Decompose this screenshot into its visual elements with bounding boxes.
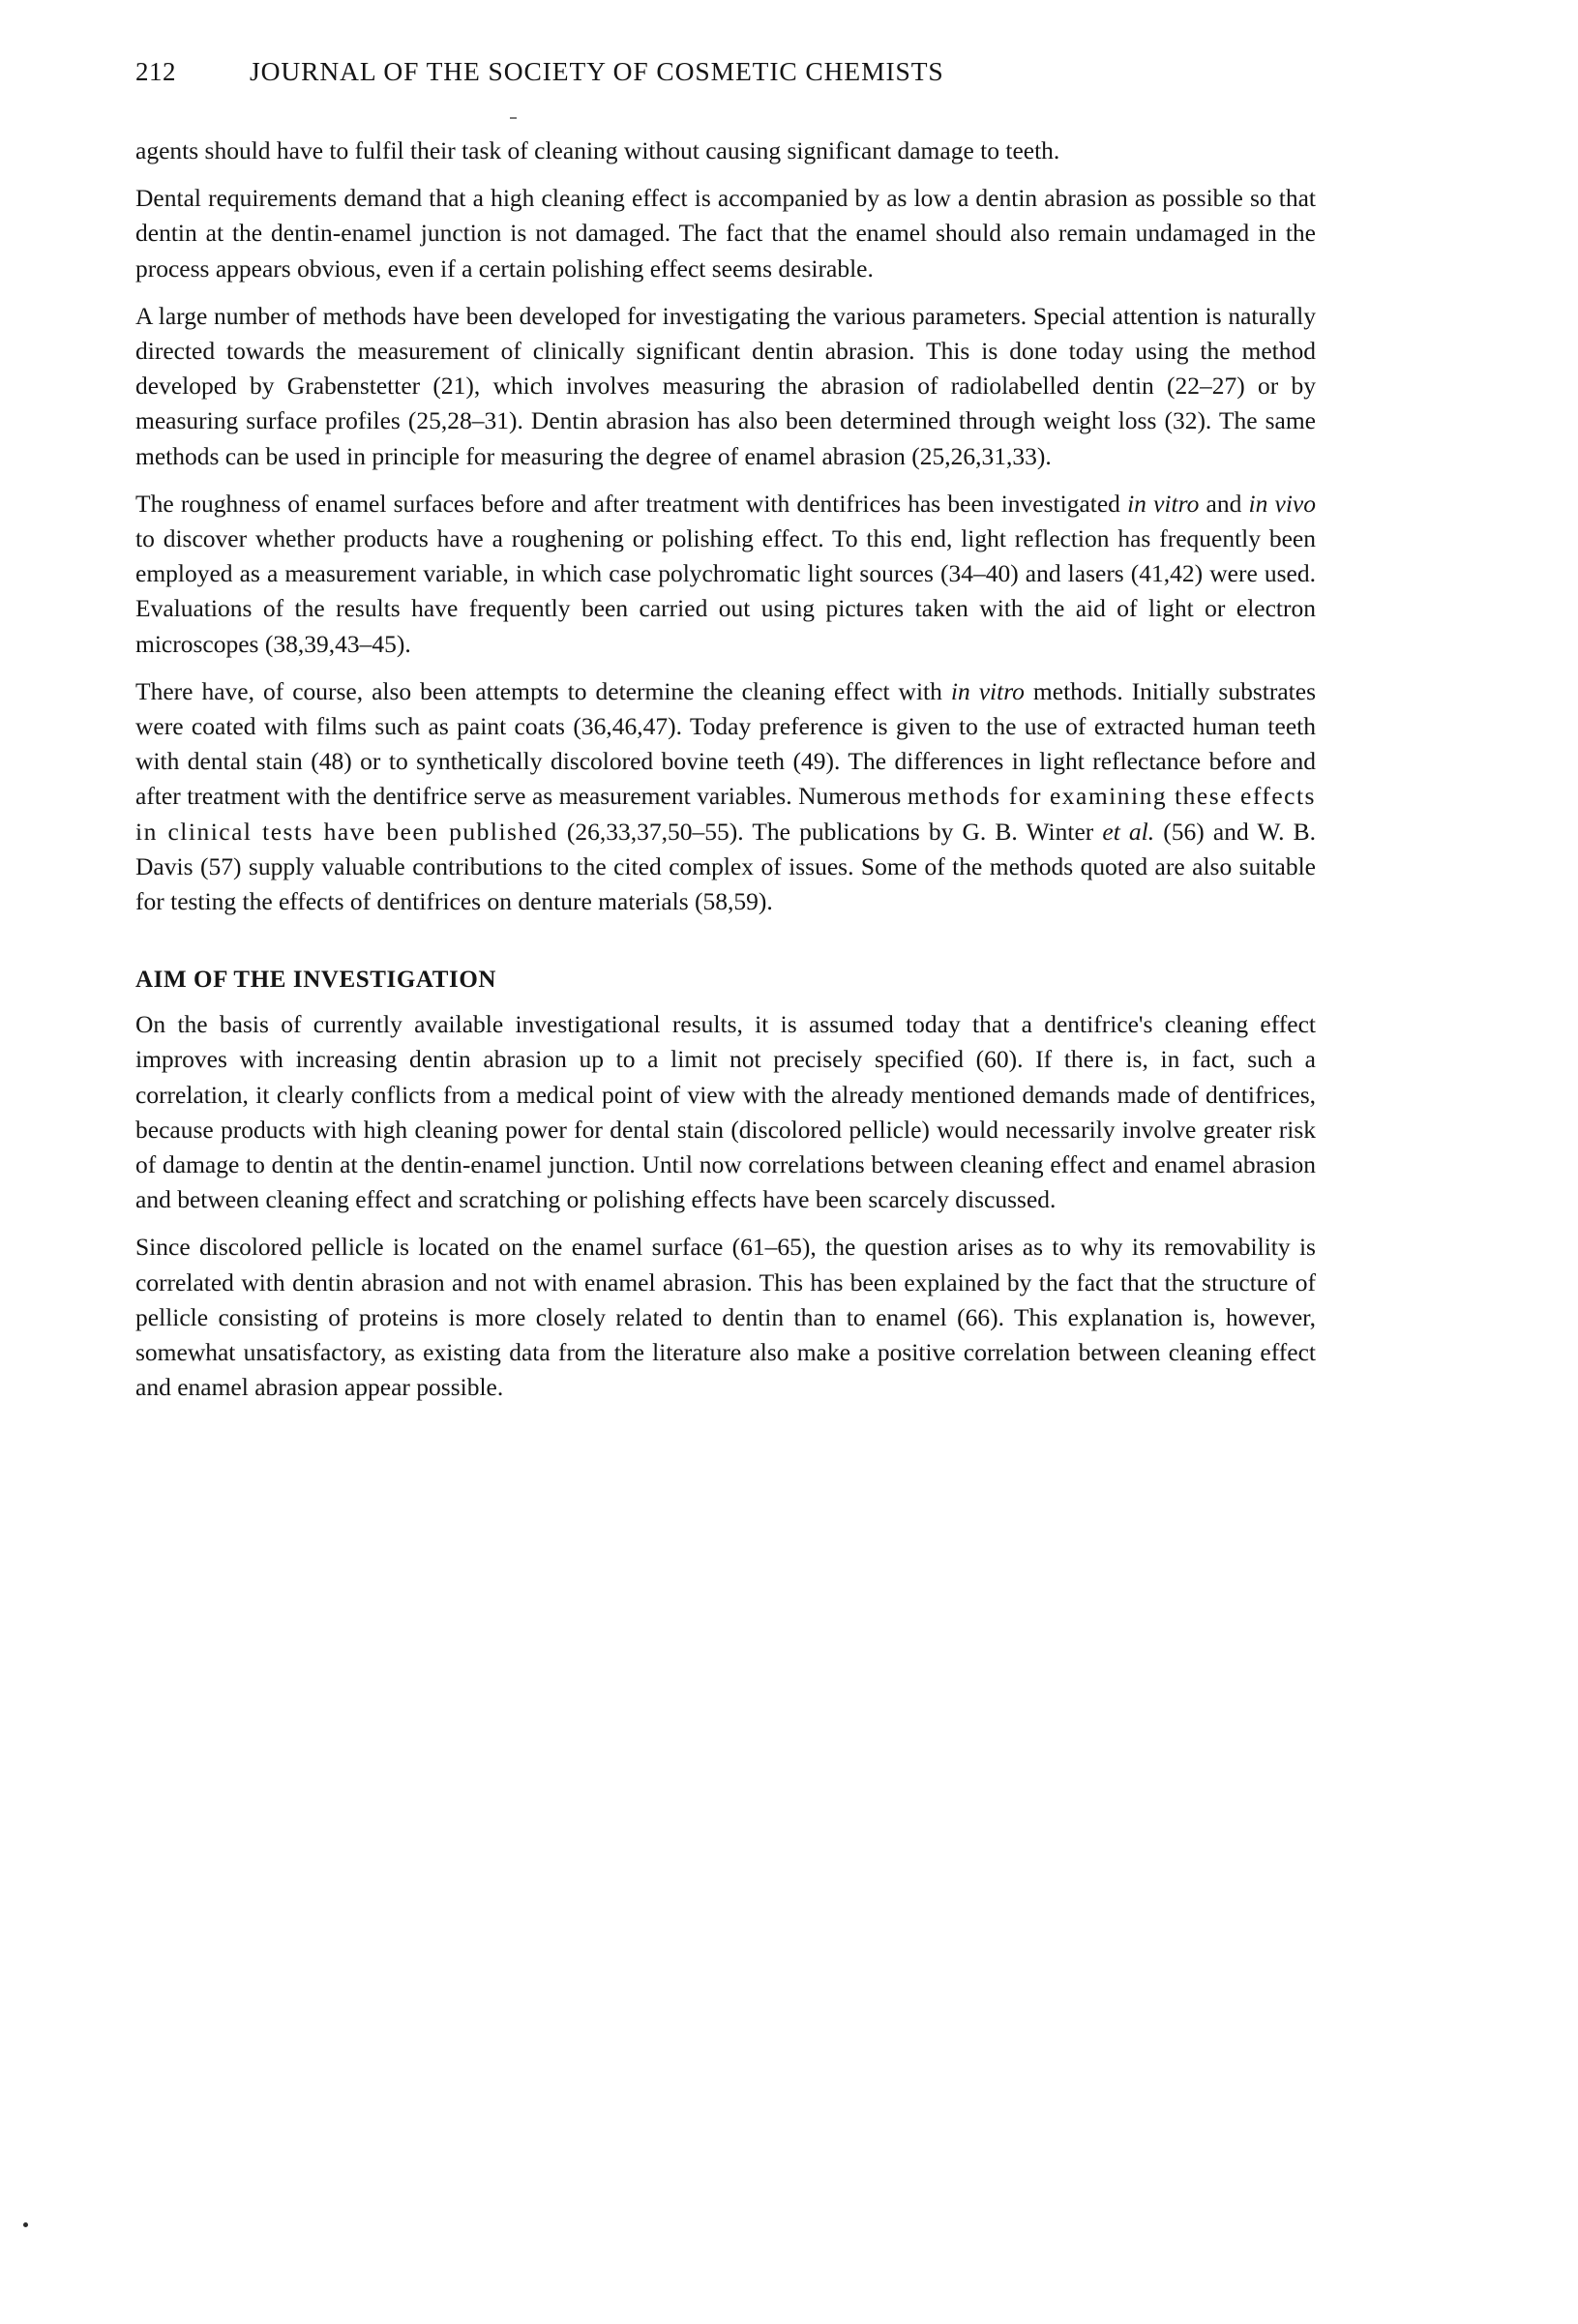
paragraph-gap: [135, 476, 1316, 487]
paragraph-5-italic-in-vitro: in vitro: [950, 676, 1025, 705]
paragraph-7: Since discolored pellicle is located on the enamel surface (61–65), the question arises as to why its removability is correlated with dentin abrasion and not with enamel abrasion. This has been explained by the fact that the structure of pellicle consisting of proteins is more closely related to dentin than to enamel (66). This explanation is, however, somewhat unsatisfactory, as existing data from the literature also make a positive correlation between cleaning effect and enamel abrasion appear possible.: [135, 1233, 1316, 1402]
page-number: 212: [135, 57, 176, 86]
paragraph-5-part1: There have, of course, also been attempts to determine the cleaning effect with: [135, 676, 951, 705]
paragraph-4-italic-in-vivo: in vivo: [1248, 489, 1316, 518]
paragraph-2: Dental requirements demand that a high cleaning effect is accompanied by as low a dentin abrasion as possible so that dentin at the dentin-enamel junction is not damaged. The fact that the enamel should also remain undamaged in the process appears obvious, even if a certain polishing effect seems desirable.: [135, 184, 1316, 283]
paragraph-5-part2: methods. Initially substrates were coated with films such as paint coats (36,46,47). Today preference is given to the use of extracted human teeth with dental stain (48) or to synthetically discolored bovine teeth (49). The differences in light reflectance before and after treatment with the dentifrice serve as measurement variables. Numerous: [135, 676, 1316, 811]
paragraph-gap: [135, 664, 1316, 674]
scan-artifact-tick: [510, 117, 517, 119]
paragraph-5: [135, 674, 1316, 919]
running-title: JOURNAL OF THE SOCIETY OF COSMETIC CHEMISTS: [250, 56, 944, 86]
paragraph-4-italic-in-vitro: in vitro: [1127, 489, 1200, 518]
paragraph-gap: [135, 170, 1316, 181]
paragraph-5-part4: (56) and W. B. Davis (57) supply valuable contributions to the cited complex of issues. Some of the methods quoted are also suitable for testing the effects of dentifrices on denture materials (58,59).: [135, 817, 1316, 916]
paragraph-gap: [135, 1219, 1316, 1230]
paragraph-4-part2: and: [1199, 489, 1249, 518]
scan-artifact-dot: [23, 2222, 28, 2227]
paragraph-5-part3: (26,33,37,50–55). The publications by G. B. Winter: [557, 817, 1103, 846]
body-text-column: [135, 134, 1316, 1408]
paragraph-5-italic-et-al: et al.: [1102, 817, 1155, 846]
paragraph-6: On the basis of currently available investigational results, it is assumed today that a dentifrice's cleaning effect improves with increasing dentin abrasion up to a limit not precisely specified (60). If there is, in fact, such a correlation, it clearly conflicts from a medical point of view with the already mentioned demands made of dentifrices, because products with high cleaning power for dental stain (discolored pellicle) would necessarily involve greater risk of damage to dentin at the dentin-enamel junction. Until now correlations between cleaning effect and enamel abrasion and between cleaning effect and scratching or polishing effects have been scarcely discussed.: [135, 1010, 1316, 1214]
paragraph-3: A large number of methods have been developed for investigating the various parameters. Special attention is naturally directed towards the measurement of clinically significant dentin abrasion. This is done today using the method developed by Grabenstetter (21), which involves measuring the abrasion of radiolabelled dentin (22–27) or by measuring surface profiles (25,28–31). Dentin abrasion has also been determined through weight loss (32). The same methods can be used in principle for measuring the degree of enamel abrasion (25,26,31,33).: [135, 301, 1316, 470]
paragraph-4-part3: to discover whether products have a roughening or polishing effect. To this end, light reflection has frequently been employed as a measurement variable, in which case polychromatic light sources (34–40) and lasers (41,42) were used. Evaluations of the results have frequently been carried out using pictures taken with the aid of light or electron microscopes (38,39,43–45).: [135, 524, 1316, 658]
paragraph-1: agents should have to fulfil their task of cleaning without causing significant damage to teeth.: [135, 136, 1060, 164]
section-gap: [135, 921, 1316, 967]
section-heading: AIM OF THE INVESTIGATION: [135, 967, 497, 994]
paragraph-4: [135, 487, 1316, 662]
paragraph-4-part1: The roughness of enamel surfaces before and after treatment with dentifrices has been investigated: [135, 489, 1128, 518]
paragraph-5-spaced-run: methods for examining these effects in clinical tests have been published: [135, 782, 1316, 846]
paragraph-gap: [135, 288, 1316, 299]
page-header: [135, 56, 1451, 87]
